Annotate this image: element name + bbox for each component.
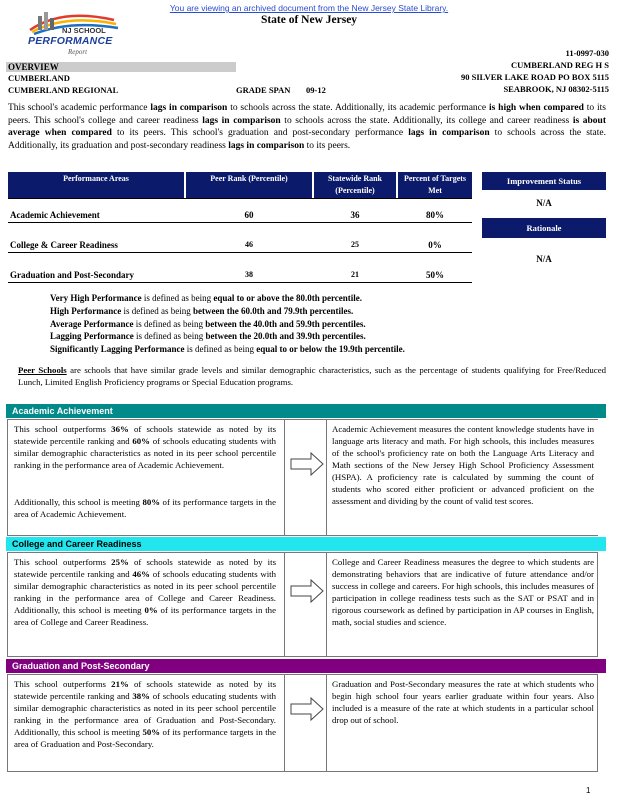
rationale-value: N/A (536, 254, 552, 264)
header-statewide-rank: Statewide Rank (Percentile) (314, 172, 396, 199)
peer-schools-term: Peer Schools (18, 365, 67, 375)
academic-right-text: Academic Achievement measures the content knowledge students have in language arts literacy and math. For high schools, this includes measures of the school's proficiency rate on both the Language Arts Literacy and Math sections of the New Jersey High School Proficiency Assessment (HSPA). A proficiency rate is calculated by summing the count of students who scored either proficient or advanced proficient on the assessment and dividing by the count of valid test scores. (332, 424, 594, 506)
school-name: CUMBERLAND REG H S (511, 60, 609, 70)
row-peer-college: 46 (245, 240, 253, 249)
state-title: State of New Jersey (260, 14, 358, 26)
school-code: 11-0997-030 (565, 48, 609, 58)
logo-line1: NJ SCHOOL (62, 26, 106, 35)
section-header-college: College and Career Readiness (6, 537, 606, 551)
header-peer-rank: Peer Rank (Percentile) (186, 172, 312, 198)
grade-span-value: 09-12 (306, 85, 326, 95)
graduation-left-text: This school outperforms 21% of schools statewide as noted by its statewide percentile ranking and 38% of schools educating students with similar demographic characteristics as noted in its peer school percentile ranking in the performance area of Graduation and Post-Secondary. Additionally, this school is meeting 50% of its performance targets in the area of Graduation and Post-Secondary. (14, 679, 276, 749)
row-pct-graduation: 50% (426, 270, 444, 280)
improvement-status-header: Improvement Status (482, 172, 606, 190)
college-right-text: College and Career Readiness measures the degree to which students are demonstrating behaviors that are indicative of future attendance and/or success in college and careers. For high schools, this includes measures of participation in college readiness tests such as the SAT or PSAT and in rigorous coursework as defined by participation in AP courses in English, math, social studies and science. (332, 557, 594, 627)
graduation-right-text: Graduation and Post-Secondary measures the rate at which students who begin high school four years earlier graduate within four years. Also included is a measure of the rate at which students in a particular school drop out of school. (332, 679, 594, 725)
peer-schools-note: Peer Schools are schools that have similar grade levels and similar demographic characteristics, such as the percentage of students qualifying for Free/Reduced Lunch, Limited English Proficiency programs or Special Education programs. (18, 365, 606, 387)
definitions-list (50, 292, 405, 356)
right-arrow-icon (290, 452, 324, 476)
academic-left-text: This school outperforms 36% of schools statewide as noted by its statewide percentile ranking and 60% of schools educating students with similar demographic characteristics as noted in its peer school percentile ranking in the performance area of Academic Achievement. (14, 424, 276, 470)
overview-paragraph: This school's academic performance lags in comparison to schools across the state. Additionally, its academic performance is high when compared to its peers. This school's college and career readiness lags in comparison to schools across the state. Additionally, its college and career readiness is about average when compared to its peers. This school's graduation and post-secondary performance lags in comparison to schools across the state. Additionally, its graduation and post-secondary readiness lags in comparison to its peers. (8, 103, 606, 151)
row-area-graduation: Graduation and Post-Secondary (10, 270, 135, 280)
academic-left-text-2: Additionally, this school is meeting 80% of its performance targets in the area of Academic Achievement. (14, 497, 276, 519)
section-body-college (7, 552, 598, 657)
school-address: 90 SILVER LAKE ROAD PO BOX 5115 (461, 72, 609, 82)
section-header-academic: Academic Achievement (6, 404, 606, 418)
row-state-college: 25 (351, 240, 359, 249)
section-header-graduation: Graduation and Post-Secondary (6, 659, 606, 673)
row-area-academic: Academic Achievement (10, 210, 100, 220)
grade-span-label: GRADE SPAN (236, 85, 291, 95)
performance-table (8, 172, 472, 282)
page-number: 1 (586, 786, 591, 795)
overview-label: OVERVIEW (6, 62, 236, 72)
row-state-academic: 36 (350, 210, 360, 220)
logo-line2: PERFORMANCE (28, 35, 113, 47)
definition-average: Average Performance is defined as being between the 40.0th and 59.9th percentiles. (50, 318, 366, 329)
nj-school-performance-logo (22, 8, 122, 62)
improvement-status-value: N/A (536, 198, 552, 208)
definition-high: High Performance is defined as being between the 60.0th and 79.9th percentiles. (50, 305, 354, 316)
county-name: CUMBERLAND (8, 73, 70, 83)
header-performance-areas: Performance Areas (8, 172, 184, 198)
definition-significantly-lagging: Significantly Lagging Performance is defined as being equal to or below the 19.9th percentile. (50, 344, 405, 355)
header-percent-targets: Percent of Targets Met (398, 172, 472, 199)
right-arrow-icon (290, 697, 324, 721)
section-body-graduation (7, 674, 598, 772)
row-peer-academic: 60 (244, 210, 254, 220)
definition-lagging: Lagging Performance is defined as being between the 20.0th and 39.9th percentiles. (50, 331, 366, 342)
section-body-academic (7, 419, 598, 536)
rationale-header: Rationale (482, 218, 606, 238)
logo-line3: Report (68, 48, 88, 56)
district-name: CUMBERLAND REGIONAL (8, 85, 119, 95)
right-arrow-icon (290, 579, 324, 603)
row-area-college: College & Career Readiness (10, 240, 118, 250)
school-city: SEABROOK, NJ 08302-5115 (503, 84, 609, 94)
row-state-graduation: 21 (351, 270, 359, 279)
definition-very-high: Very High Performance is defined as being equal to or above the 80.0th percentile. (50, 293, 363, 303)
row-pct-academic: 80% (426, 210, 444, 220)
row-pct-college: 0% (428, 240, 442, 250)
row-peer-graduation: 38 (245, 270, 253, 279)
archived-notice-link[interactable]: You are viewing an archived document from the New Jersey State Library. (169, 3, 449, 13)
college-left-text: This school outperforms 25% of schools statewide as noted by its statewide percentile ranking and 46% of schools educating students with similar demographic characteristics as noted in its peer school percentile ranking in the performance area of College and Career Readiness. Additionally, this school is meeting 0% of its performance targets in the area of College and Career Readiness. (14, 557, 276, 627)
